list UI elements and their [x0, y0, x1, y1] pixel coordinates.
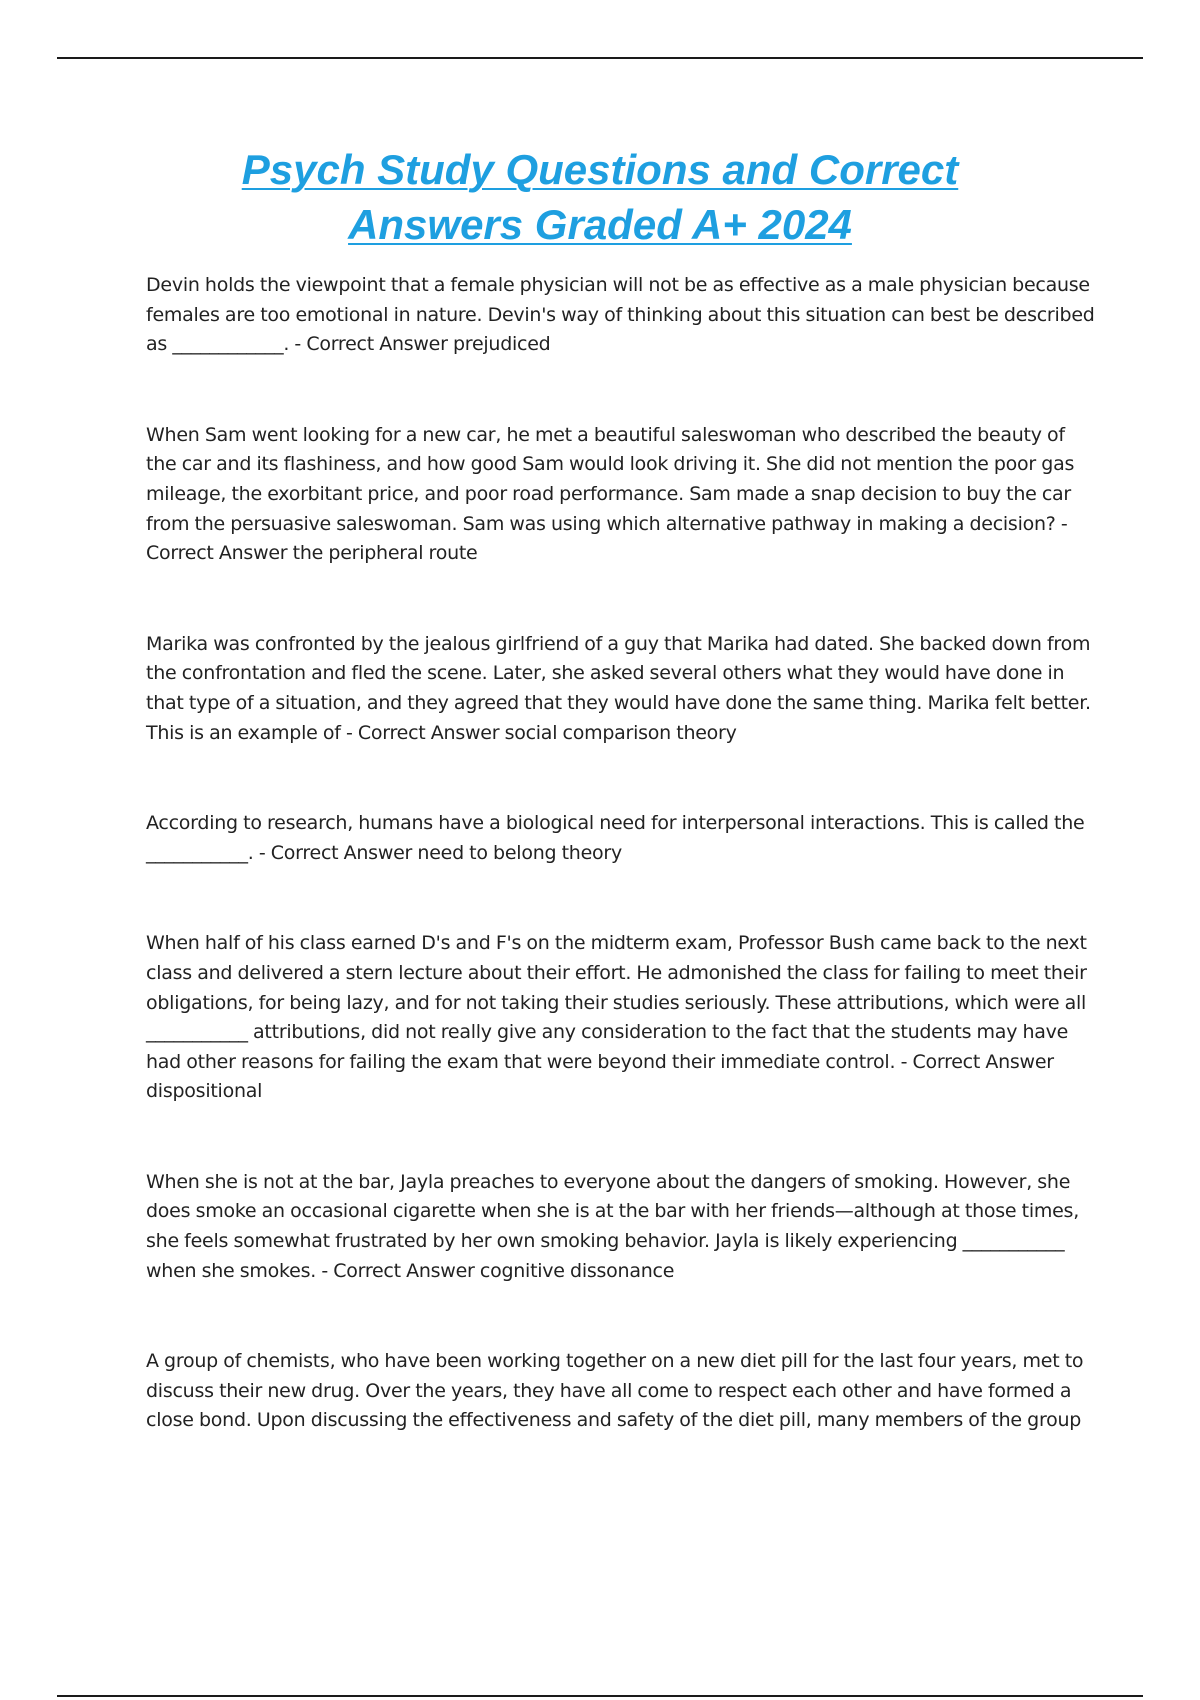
question-text: According to research, humans have a biological need for interpersonal interactions. This is called the ___________. — [146, 812, 1085, 864]
qa-item — [146, 1168, 1096, 1286]
answer-text: social comparison theory — [504, 721, 737, 744]
answer-separator: - Correct Answer — [346, 721, 500, 744]
qa-item — [146, 809, 1096, 868]
qa-item — [146, 271, 1096, 360]
qa-item — [146, 421, 1096, 569]
answer-text: prejudiced — [452, 333, 551, 356]
answer-separator: - Correct Answer — [258, 841, 413, 864]
question-text: A group of chemists, who have been working together on a new diet pill for the last four years, met to discuss their new drug. Over the years, they have all come to respect each other and have formed a close bond. Upon discussing the effectiveness and safety of the diet pill, many members of the group — [146, 1350, 1084, 1432]
answer-separator: - Correct Answer — [321, 1259, 475, 1282]
answer-separator: - Correct Answer — [294, 333, 448, 356]
answer-text: the peripheral route — [292, 542, 478, 565]
answer-separator: - Correct Answer — [146, 512, 1068, 565]
question-text: When she is not at the bar, Jayla preaches to everyone about the dangers of smoking. However, she does smoke an occasional cigarette when she is at the bar with her friends—although at those times, she feels somewhat frustrated by her own smoking behavior. Jayla is likely experiencing ___________ when she smokes. — [146, 1170, 1079, 1282]
top-divider — [57, 57, 1143, 59]
question-text: When half of his class earned D's and F's on the midterm exam, Professor Bush came back to the next class and delivered a stern lecture about their effort. He admonished the class for failing to meet their obligations, for being lazy, and for not taking their studies seriously. These attributions, which were all ___________ attributions, did not really give any consideration to the fact that the students may have had other reasons for failing the exam that were beyond their immediate control. — [146, 932, 1087, 1073]
answer-text: cognitive dissonance — [479, 1259, 675, 1282]
question-text: When Sam went looking for a new car, he met a beautiful saleswoman who described the beauty of the car and its flashiness, and how good Sam would look driving it. She did not mention the poor gas mileage, the exorbitant price, and poor road performance. Sam made a snap decision to buy the car from the persuasive saleswoman. Sam was using which alternative pathway in making a decision? — [146, 423, 1075, 535]
qa-item — [146, 630, 1096, 748]
question-text: Marika was confronted by the jealous girlfriend of a guy that Marika had dated. She backed down from the confrontation and fled the scene. Later, she asked several others what they would have done in that type of a situation, and they agreed that they would have done the same thing. Marika felt better. This is an example of — [146, 632, 1091, 744]
page-title: Psych Study Questions and Correct Answers Graded A+ 2024 — [241, 146, 959, 248]
bottom-divider — [57, 1695, 1143, 1697]
question-text: Devin holds the viewpoint that a female physician will not be as effective as a male physician because females are too emotional in nature. Devin's way of thinking about this situation can best be described as ____________. — [146, 274, 1095, 356]
answer-separator: - Correct Answer — [900, 1050, 1054, 1073]
answer-text: dispositional — [146, 1080, 263, 1103]
qa-item — [146, 929, 1096, 1107]
answer-text: need to belong theory — [417, 841, 622, 864]
qa-list — [146, 271, 1096, 1497]
qa-item — [146, 1347, 1096, 1436]
